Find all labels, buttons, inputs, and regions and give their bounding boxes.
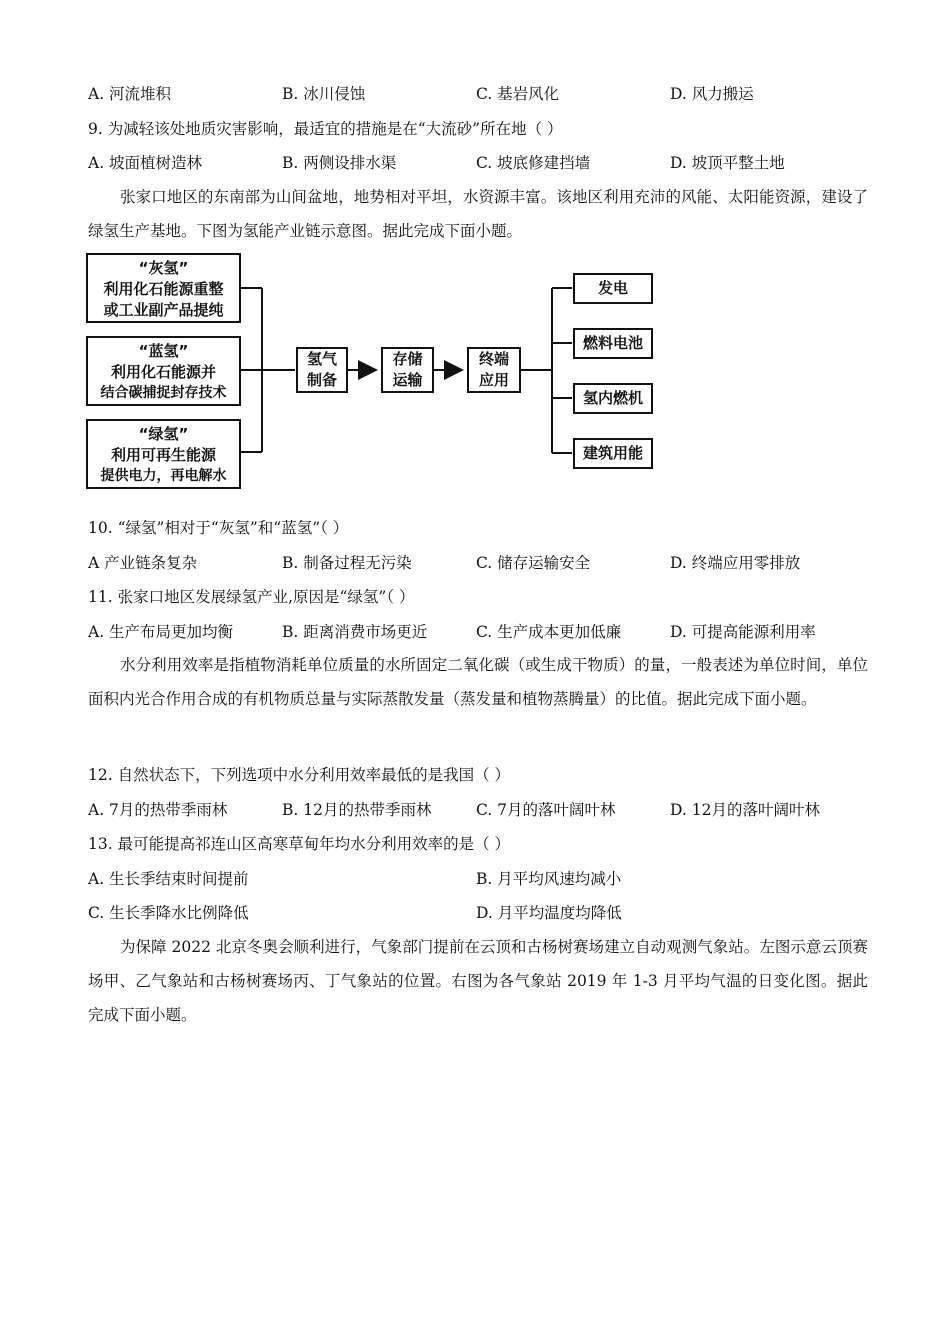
use-building-label: 建筑用能 bbox=[582, 444, 643, 462]
q10-option-c: C. 储存运输安全 bbox=[476, 554, 591, 572]
use-box-power bbox=[573, 273, 653, 304]
stage-terminal-line1: 终端 bbox=[478, 350, 509, 368]
q11-option-b: B. 距离消费市场更近 bbox=[282, 623, 428, 641]
stage-production-line2: 制备 bbox=[306, 371, 337, 389]
q13-option-c: C. 生长季降水比例降低 bbox=[88, 904, 249, 922]
use-box-building bbox=[573, 438, 653, 469]
stage-box-production bbox=[296, 347, 348, 393]
grey-hydrogen-line1: 利用化石能源重整 bbox=[103, 280, 224, 298]
q12-option-d: D. 12月的落叶阔叶林 bbox=[670, 801, 820, 819]
stage-storage-line1: 存储 bbox=[392, 350, 423, 368]
source-box-grey-hydrogen bbox=[86, 253, 241, 323]
source-box-blue-hydrogen bbox=[86, 336, 241, 406]
green-hydrogen-line2: 提供电力，再电解水 bbox=[100, 468, 227, 484]
q12-option-a: A. 7月的热带季雨林 bbox=[88, 801, 228, 819]
q13-option-d: D. 月平均温度均降低 bbox=[476, 904, 622, 922]
q13-option-b: B. 月平均风速均减小 bbox=[476, 870, 622, 888]
q8-option-b: B. 冰川侵蚀 bbox=[282, 85, 366, 103]
green-hydrogen-line1: 利用可再生能源 bbox=[110, 446, 216, 464]
q12-option-b: B. 12月的热带季雨林 bbox=[282, 801, 432, 819]
q9-option-c: C. 坡底修建挡墙 bbox=[476, 154, 591, 172]
use-box-fuel-cell bbox=[573, 328, 653, 359]
q8-option-c: C. 基岩风化 bbox=[476, 85, 560, 103]
use-engine-label: 氢内燃机 bbox=[582, 389, 643, 407]
blue-hydrogen-title: “蓝氢” bbox=[138, 342, 189, 360]
q9-option-b: B. 两侧设排水渠 bbox=[282, 154, 397, 172]
intro-paragraph-water-efficiency: 水分利用效率是指植物消耗单位质量的水所固定二氧化碳（或生成干物质）的量，一般表述为单位时间，单位面积内光合作用合成的有机物质总量与实际蒸散发量（蒸发量和植物蒸腾量）的比值。据此完成下面小题。 bbox=[88, 656, 868, 708]
q10-option-b: B. 制备过程无污染 bbox=[282, 554, 412, 572]
intro-paragraph-hydrogen: 张家口地区的东南部为山间盆地，地势相对平坦，水资源丰富。该地区利用充沛的风能、太阳能资源，建设了绿氢生产基地。下图为氢能产业链示意图。据此完成下面小题。 bbox=[88, 188, 868, 240]
hydrogen-chain-diagram bbox=[86, 250, 666, 495]
q9-option-a: A. 坡面植树造林 bbox=[88, 154, 203, 172]
blue-hydrogen-line1: 利用化石能源并 bbox=[110, 363, 216, 381]
q9-stem: 9. 为减轻该处地质灾害影响，最适宜的措施是在“大流砂”所在地（ ） bbox=[88, 120, 563, 138]
use-fuel-cell-label: 燃料电池 bbox=[582, 334, 643, 352]
grey-hydrogen-title: “灰氢” bbox=[138, 259, 189, 277]
q13-stem: 13. 最可能提高祁连山区高寒草甸年均水分利用效率的是（ ） bbox=[88, 835, 511, 853]
q10-option-d: D. 终端应用零排放 bbox=[670, 554, 801, 572]
stage-box-storage bbox=[381, 347, 434, 393]
use-power-label: 发电 bbox=[597, 279, 628, 297]
q8-option-a: A. 河流堆积 bbox=[88, 85, 172, 103]
stage-production-line1: 氢气 bbox=[306, 350, 337, 368]
stage-box-terminal bbox=[467, 347, 521, 393]
q11-option-d: D. 可提高能源利用率 bbox=[670, 623, 816, 641]
stage-terminal-line2: 应用 bbox=[478, 371, 509, 389]
grey-hydrogen-line2: 或工业副产品提纯 bbox=[103, 301, 224, 319]
q13-option-a: A. 生长季结束时间提前 bbox=[88, 870, 249, 888]
stage-storage-line2: 运输 bbox=[392, 371, 423, 389]
intro-paragraph-weather-stations: 为保障 2022 北京冬奥会顺利进行，气象部门提前在云顶和古杨树赛场建立自动观测气象站。左图示意云顶赛场甲、乙气象站和古杨树赛场丙、丁气象站的位置。右图为各气象站 2019 年 1-3 月平均气温的日变化图。据此完成下面小题。 bbox=[88, 938, 868, 1024]
q11-stem: 11. 张家口地区发展绿氢产业,原因是“绿氢”（ ） bbox=[88, 588, 415, 606]
source-box-green-hydrogen bbox=[86, 419, 241, 489]
q8-option-d: D. 风力搬运 bbox=[670, 85, 754, 103]
green-hydrogen-title: “绿氢” bbox=[138, 425, 189, 443]
q9-option-d: D. 坡顶平整土地 bbox=[670, 154, 785, 172]
q10-option-a: A 产业链条复杂 bbox=[88, 554, 198, 572]
q10-stem: 10. “绿氢”相对于“灰氢”和“蓝氢”（ ） bbox=[88, 519, 349, 537]
q11-option-c: C. 生产成本更加低廉 bbox=[476, 623, 622, 641]
use-box-engine bbox=[573, 383, 653, 414]
q12-stem: 12. 自然状态下，下列选项中水分利用效率最低的是我国（ ） bbox=[88, 766, 511, 784]
blue-hydrogen-line2: 结合碳捕捉封存技术 bbox=[100, 385, 227, 401]
q11-option-a: A. 生产布局更加均衡 bbox=[88, 623, 234, 641]
q12-option-c: C. 7月的落叶阔叶林 bbox=[476, 801, 616, 819]
